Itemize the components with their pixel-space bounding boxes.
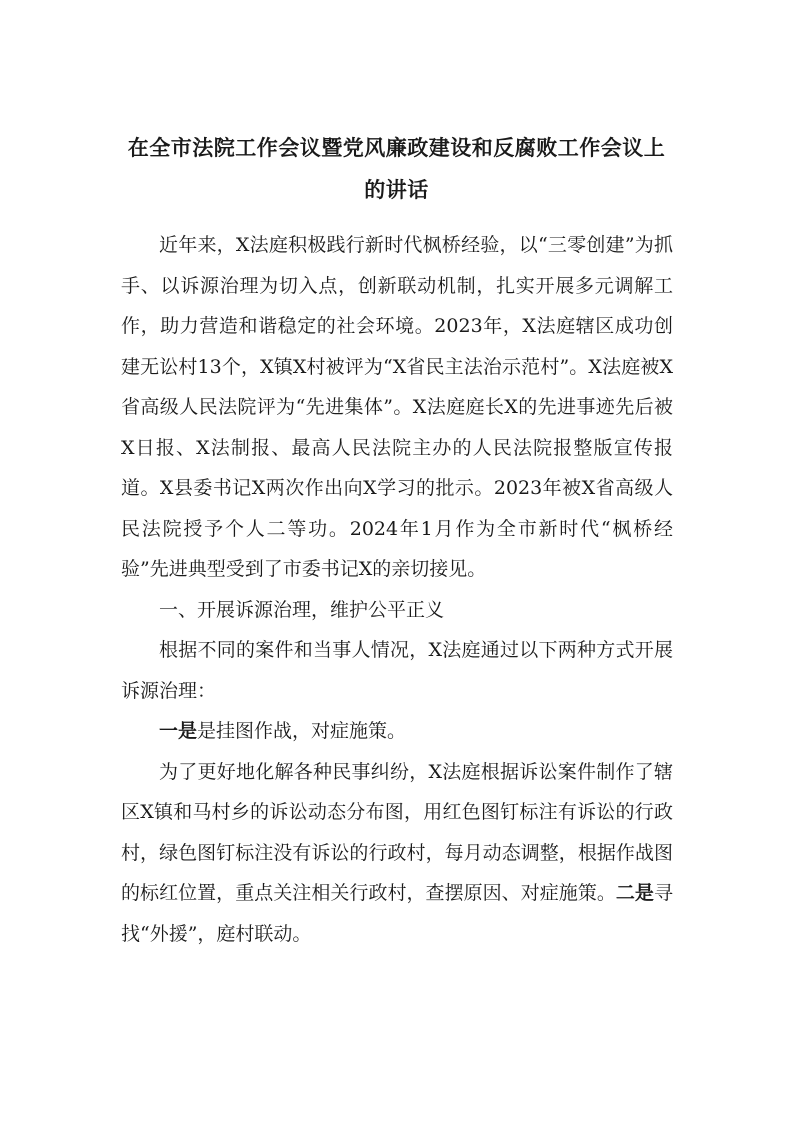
detail-paragraph-text: 为了更好地化解各种民事纠纷，X法庭根据诉讼案件制作了辖区X镇和马村乡的诉讼动态分布图，用红色图钉标注有诉讼的行政村，绿色图钉标注没有诉讼的行政村，每月动态调整，根据作战图的标红位置，重点关注相关行政村，查摆原因、对症施策。: [121, 760, 673, 904]
document-body: [121, 225, 673, 954]
document-title-line-2: 的讲话: [364, 177, 429, 202]
method-item-2-text: 寻找“外援”，庭村联动。: [121, 882, 673, 945]
detail-paragraph: [121, 752, 673, 955]
method-item-1-text: 是挂图作战，对症施策。: [197, 720, 407, 742]
method-item-2-lead: 二是: [615, 882, 654, 904]
method-item-1: [121, 711, 673, 752]
section-heading-1: 一、开展诉源治理，维护公平正义: [159, 598, 445, 621]
methods-paragraph: 根据不同的案件和当事人情况，X法庭通过以下两种方式开展诉源治理：: [121, 639, 673, 702]
document-title-line-1: 在全市法院工作会议暨党风廉政建设和反腐败工作会议上: [127, 135, 666, 160]
method-item-1-lead: 一是: [159, 720, 198, 742]
intro-paragraph: 近年来，X法庭积极践行新时代枫桥经验，以“三零创建”为抓手、以诉源治理为切入点，创新联动机制，扎实开展多元调解工作，助力营造和谐稳定的社会环境。2023年，X法庭辖区成功创建无讼村13个，X镇X村被评为“X省民主法治示范村”。X法庭被X省高级人民法院评为“先进集体”。X法庭庭长X的先进事迹先后被X日报、X法制报、最高人民法院主办的人民法院报整版宣传报道。X县委书记X两次作出向X学习的批示。2023年被X省高级人民法院授予个人二等功。2024年1月作为全市新时代“枫桥经验”先进典型受到了市委书记X的亲切接见。: [121, 234, 673, 580]
